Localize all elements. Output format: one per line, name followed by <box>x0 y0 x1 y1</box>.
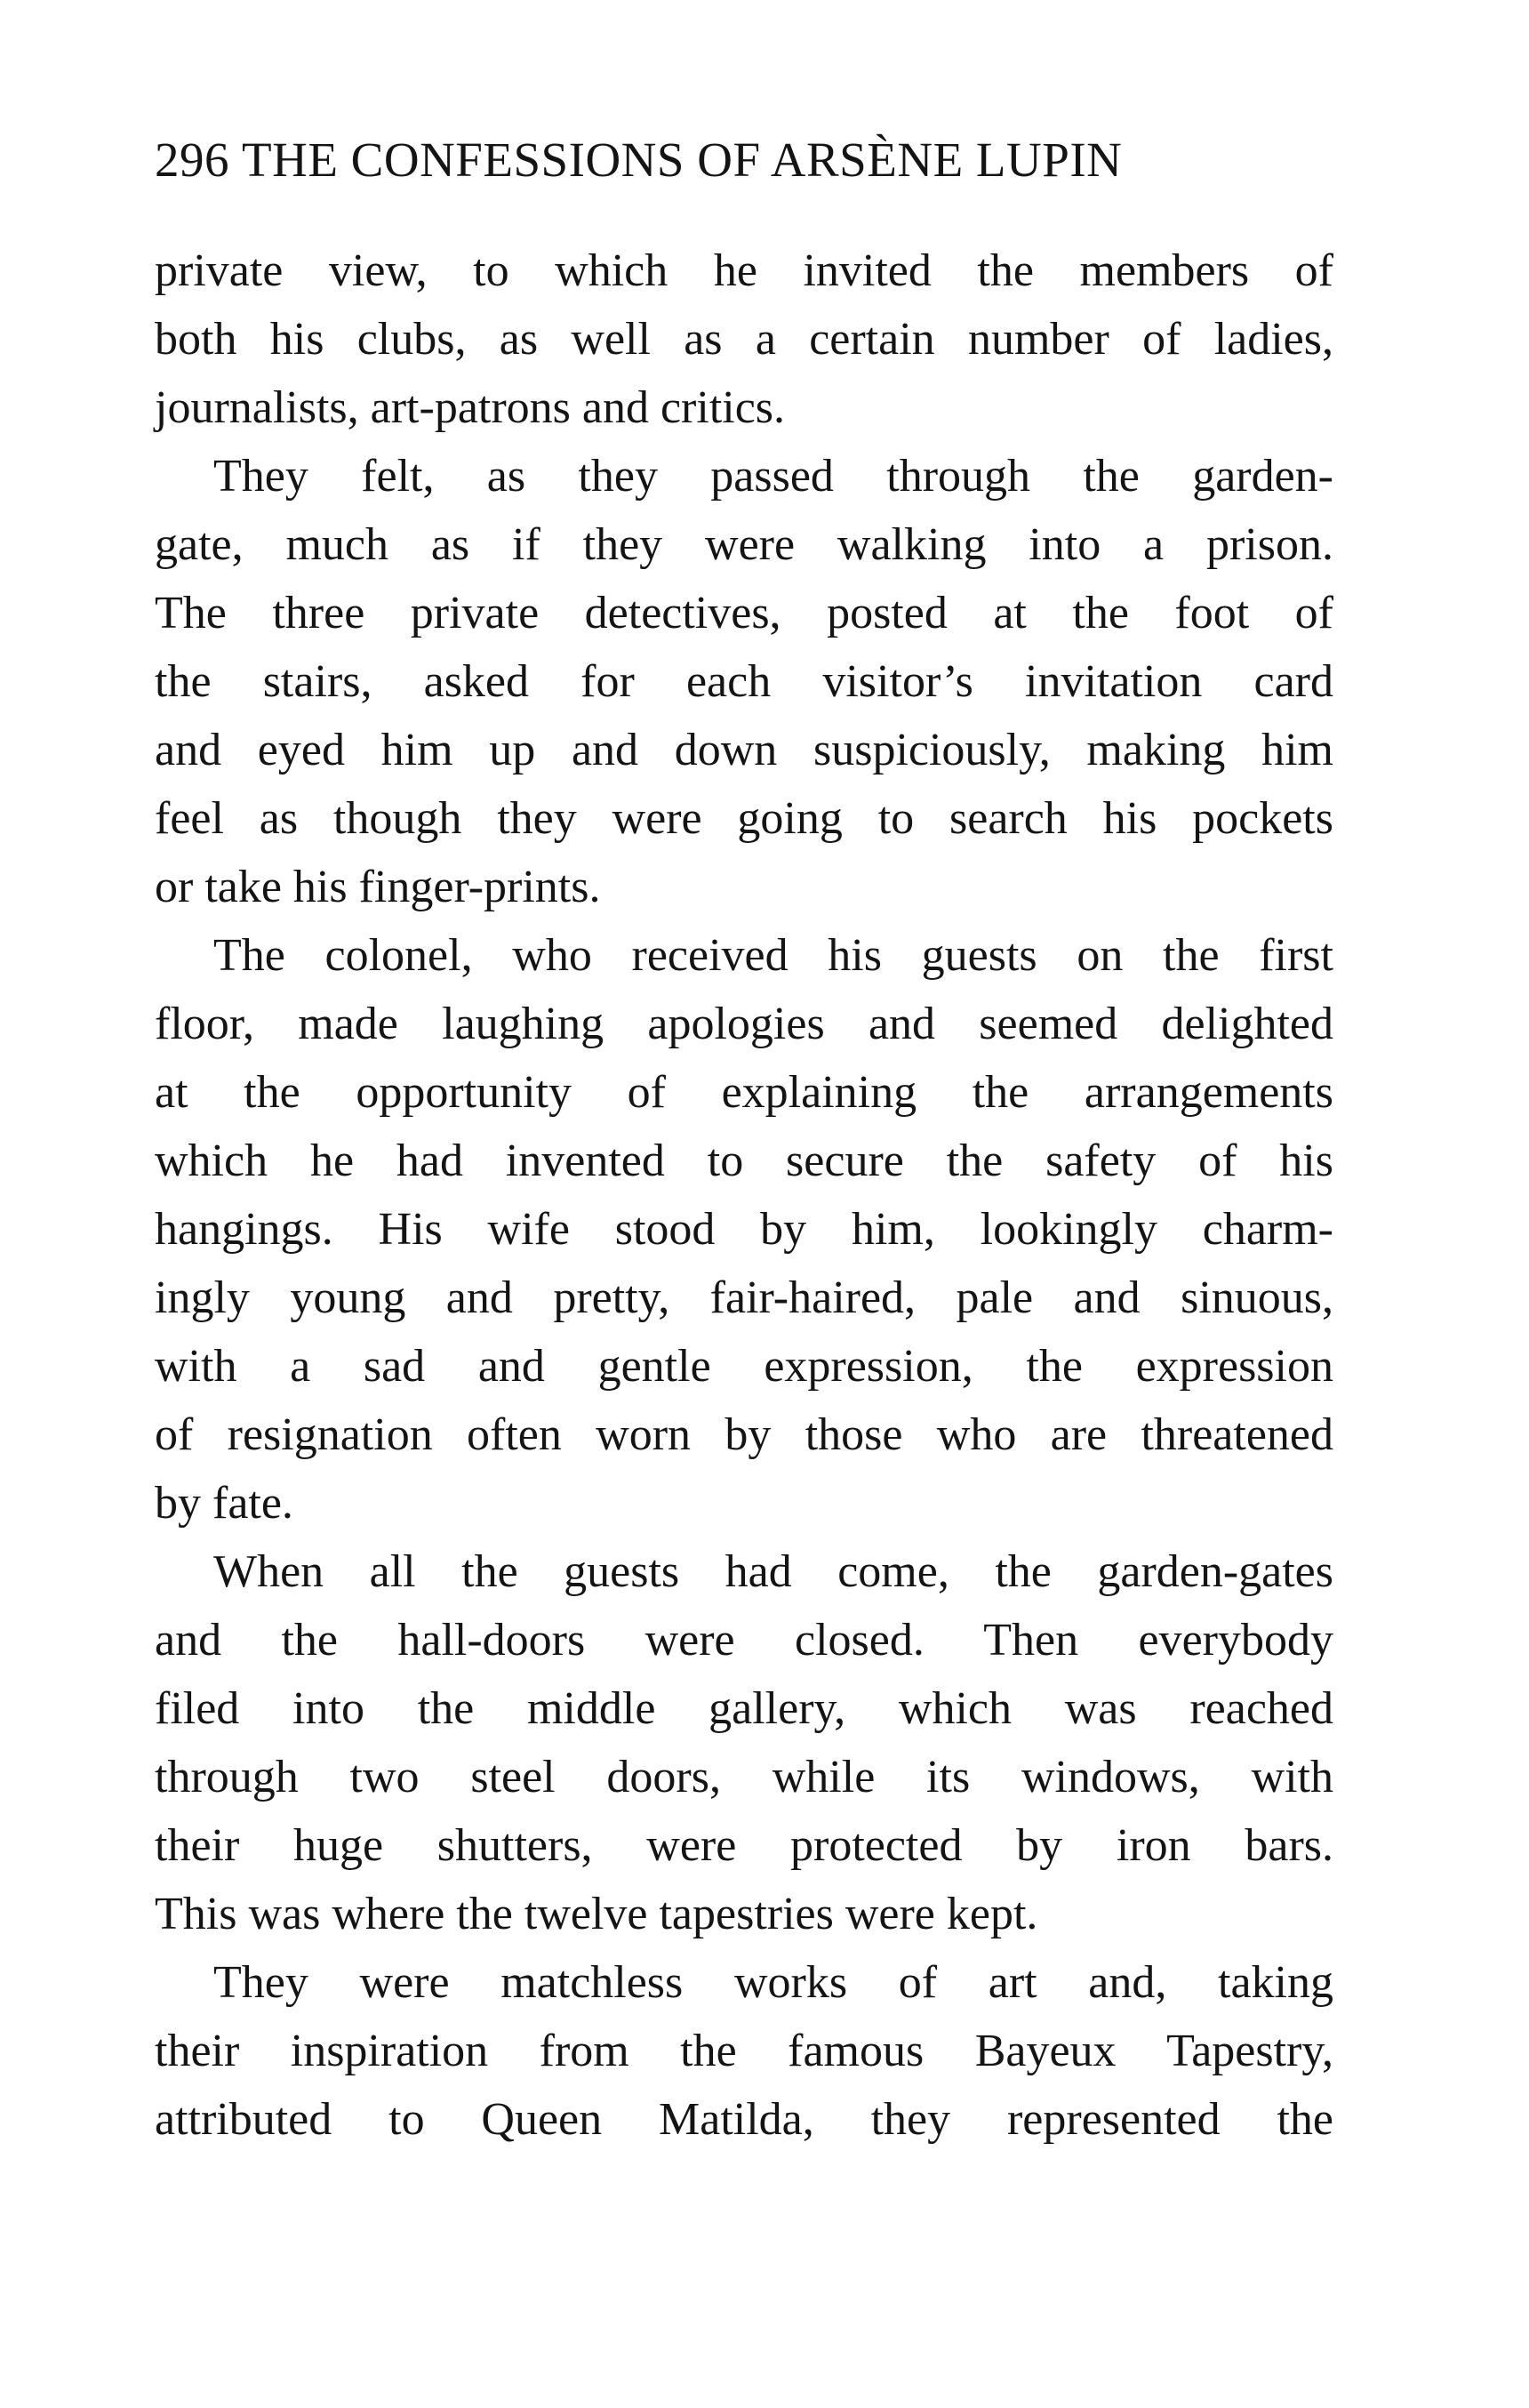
text-line: ingly young and pretty, fair-haired, pale and sinuous, <box>155 1272 1333 1323</box>
running-title: THE CONFESSIONS OF ARSÈNE LUPIN <box>242 132 1123 187</box>
text-line: filed into the middle gallery, which was reached <box>155 1683 1333 1734</box>
text-line: hangings. His wife stood by him, lookingly charm- <box>155 1204 1333 1255</box>
text-line: and the hall-doors were closed. Then everybody <box>155 1615 1333 1666</box>
text-line: through two steel doors, while its windows, with <box>155 1752 1333 1802</box>
text-line: the stairs, asked for each visitor’s invitation card <box>155 656 1333 707</box>
text-line: attributed to Queen Matilda, they represented the <box>155 2094 1333 2145</box>
text-line: The three private detectives, posted at the foot of <box>155 588 1333 638</box>
text-line: which he had invented to secure the safety of his <box>155 1136 1333 1186</box>
body-text <box>155 237 1333 2154</box>
text-line: They felt, as they passed through the garden- <box>213 451 1333 502</box>
text-line: with a sad and gentle expression, the expression <box>155 1341 1333 1392</box>
text-line: of resignation often worn by those who are threatened <box>155 1409 1333 1460</box>
text-line: and eyed him up and down suspiciously, making him <box>155 725 1333 775</box>
text-line: journalists, art-patrons and critics. <box>155 382 786 433</box>
text-line: their huge shutters, were protected by iron bars. <box>155 1820 1333 1871</box>
page-number: 296 <box>155 132 229 187</box>
text-line: both his clubs, as well as a certain number of ladies, <box>155 314 1333 365</box>
text-line: When all the guests had come, the garden-gates <box>213 1546 1333 1597</box>
text-line: This was where the twelve tapestries were kept. <box>155 1889 1038 1939</box>
running-head <box>155 124 1333 196</box>
paragraph <box>155 1948 1333 2154</box>
text-line: They were matchless works of art and, taking <box>213 1957 1333 2008</box>
paragraph <box>155 442 1333 921</box>
text-line: their inspiration from the famous Bayeux Tapestry, <box>155 2026 1333 2076</box>
text-line: feel as though they were going to search his pockets <box>155 793 1333 844</box>
text-line: gate, much as if they were walking into a prison. <box>155 519 1333 570</box>
text-line: private view, to which he invited the members of <box>155 245 1333 296</box>
paragraph <box>155 237 1333 442</box>
text-line: The colonel, who received his guests on the first <box>213 930 1333 981</box>
text-line: by fate. <box>155 1478 293 1529</box>
book-page <box>155 124 1333 2312</box>
text-line: at the opportunity of explaining the arrangements <box>155 1067 1333 1118</box>
text-line: or take his finger-prints. <box>155 862 601 912</box>
text-line: floor, made laughing apologies and seemed delighted <box>155 999 1333 1049</box>
paragraph <box>155 921 1333 1537</box>
paragraph <box>155 1537 1333 1948</box>
